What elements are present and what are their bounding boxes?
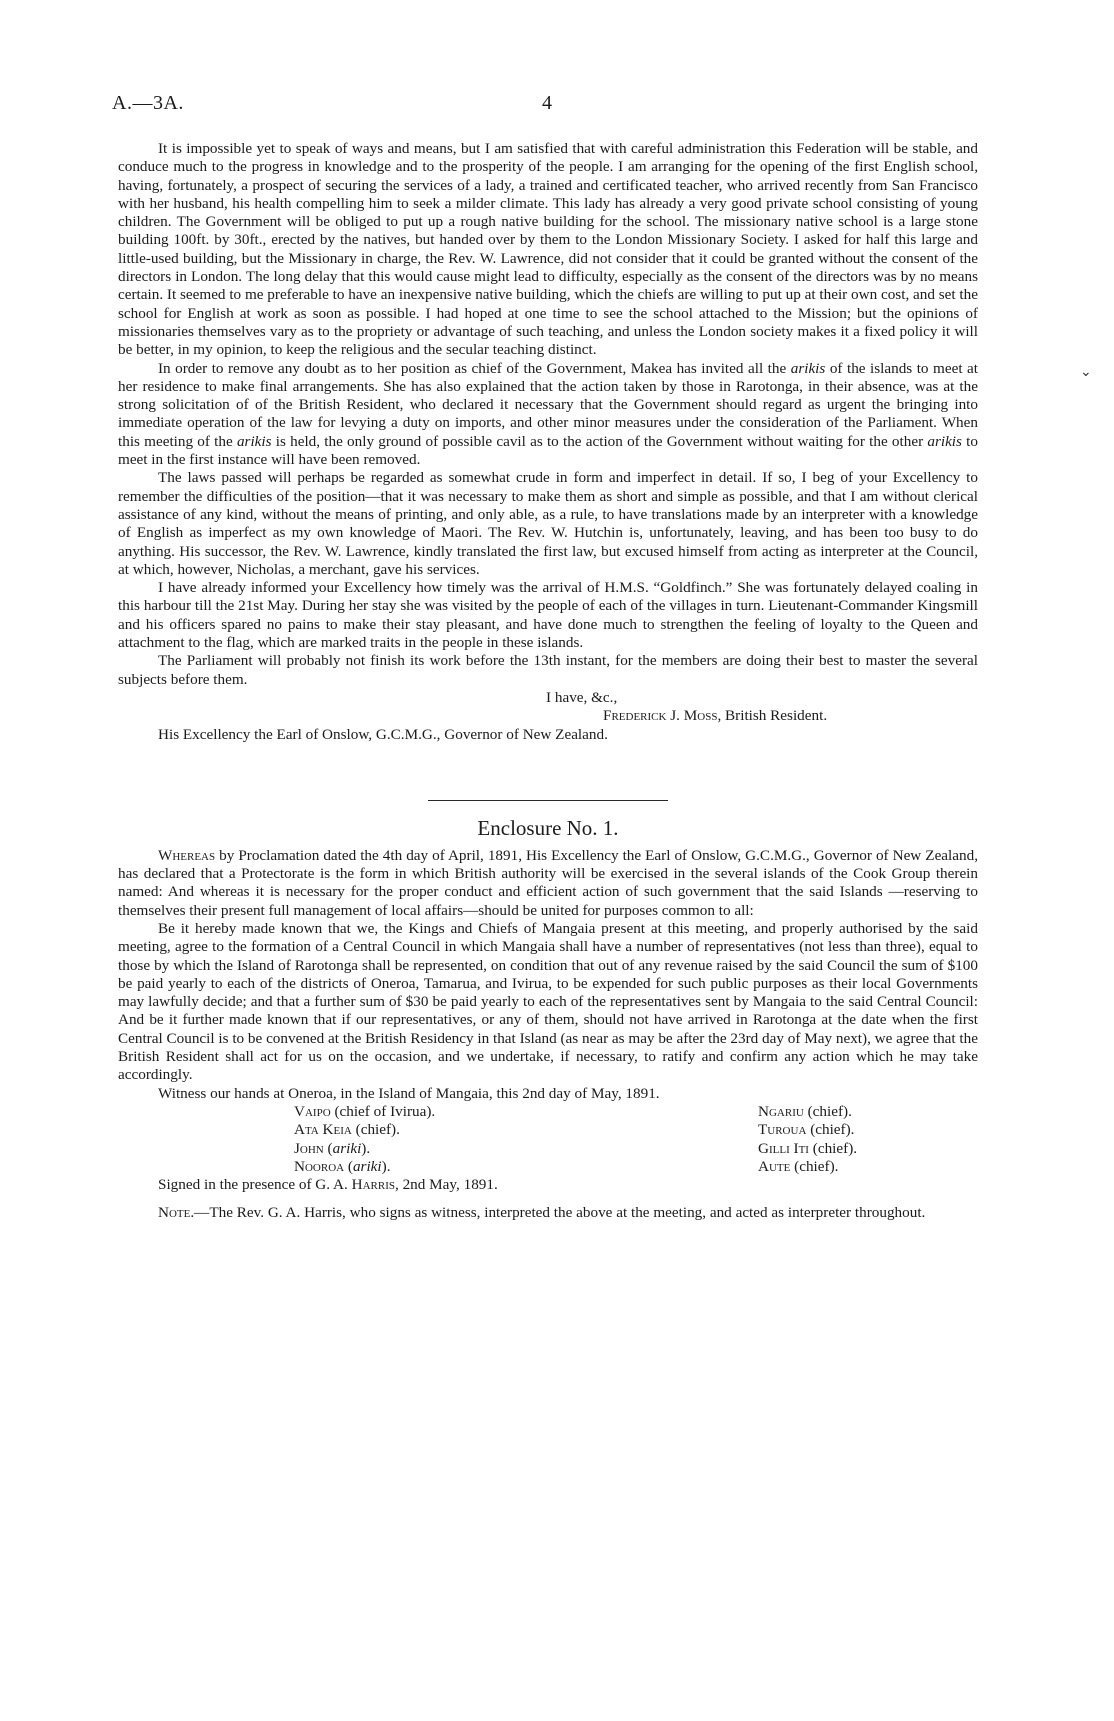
letter-closing — [118, 689, 978, 726]
letter-paragraph-3: The laws passed will perhaps be regarded as somewhat crude in form and imperfect in detail. If so, I beg of your Excellency to remember the difficulties of the position—that it was necessary to make them as short and simple as possible, and that I am without clerical assistance of any kind, without the means of printing, and only able, as a rule, to have translations made by an interpreter with a knowledge of English as imperfect as my own knowledge of Maori. The Rev. W. Hutchin is, unfortunately, leaving, and has been too busy to do anything. His successor, the Rev. W. Lawrence, kindly translated the first law, but excused himself from acting as interpreter at the Council, at which, however, Nicholas, a merchant, gave his services. — [118, 469, 978, 578]
signatory-row: John (ariki). Gilli Iti (chief). — [294, 1139, 858, 1157]
signatory-name: Frederick J. Moss — [603, 707, 718, 725]
signatories-table — [118, 1103, 978, 1176]
enclosure-paragraph-1: Whereas by Proclamation dated the 4th day of April, 1891, His Excellency the Earl of Onslow, G.C.M.G., Governor of New Zealand, has declared that a Protectorate is the form in which British authority will be exercised in the several islands of the Cook Group therein named: And whereas it is necessary for the proper conduct and efficient action of such government that the said Islands —reserving to themselves their present full management of local affairs—should be united for purposes common to all: — [118, 846, 978, 919]
signatory-row: Nooroa (ariki). Aute (chief). — [294, 1157, 839, 1175]
signature — [118, 707, 978, 725]
letter-paragraph-5: The Parliament will probably not finish its work before the 13th instant, for the members are doing their best to master the several subjects before them. — [118, 652, 978, 688]
document-body — [118, 140, 978, 1223]
note-paragraph: Note.—The Rev. G. A. Harris, who signs as witness, interpreted the above at the meeting, and acted as interpreter throughout. — [158, 1204, 926, 1222]
letter-paragraph-4: I have already informed your Excellency how timely was the arrival of H.M.S. “Goldfinch.” She was fortunately delayed coaling in this harbour till the 21st May. During her stay she was visited by the people of each of the villages in turn. Lieutenant-Commander Kingsmill and his officers spared no pains to make their stay pleasant, and have done much to strengthen the feeling of loyalty to the Queen and attachment to the flag, which are marked traits in the people in these islands. — [118, 579, 978, 652]
page-header — [112, 92, 994, 118]
letter-paragraph-2: In order to remove any doubt as to her position as chief of the Government, Makea has invited all the arikis of the islands to meet at her residence to make final arrangements. She has also explained that the action taken by those in Rarotonga, in their absence, was at the strong solicitation of of the British Resident, who declared it necessary that the Government should regard as urgent the bringing into immediate operation of the law for levying a duty on imports, and other minor measures under the consideration of the Parliament. When this meeting of the arikis is held, the only ground of possible cavil as to the action of the Government without waiting for the other arikis to meet in the first instance will have been removed. — [118, 359, 978, 469]
signatory-row: Ata Keia (chief). Turoua (chief). — [294, 1121, 855, 1139]
enclosure-paragraph-2: Be it hereby made known that we, the Kings and Chiefs of Mangaia present at this meeting, and properly authorised by the said meeting, agree to the formation of a Central Council in which Mangaia shall have a number of representatives (not less than three), equal to those by which the Island of Rarotonga shall be represented, on condition that out of any revenue raised by the said Council the sum of $100 be paid yearly to each of the districts of Oneroa, Tamarua, and Ivirua, to be expended for such public purposes as their local Governments may lawfully decide; and that a further sum of $30 be paid yearly to each of the representatives sent by Mangaia to the said Central Council: And be it further made known that if our representatives, or any of them, should not have arrived in Rarotonga at the date when the first Central Council is to be convened at the British Residency in that Island (as near as may be after the 23rd day of May next), we agree that the British Resident shall act for us on the occasion, and we undertake, if necessary, to ratify and confirm any action which he may take accordingly. — [118, 919, 978, 1084]
signed-presence-line: Signed in the presence of G. A. Harris, 2nd May, 1891. — [158, 1176, 498, 1194]
witness-line: Witness our hands at Oneroa, in the Island of Mangaia, this 2nd day of May, 1891. — [158, 1084, 660, 1102]
page-number: 4 — [542, 92, 552, 114]
enclosure-heading: Enclosure No. 1. — [477, 815, 619, 840]
document-reference: A.—3A. — [112, 92, 184, 114]
closing-line: I have, &c., — [546, 688, 618, 706]
letter-paragraph-1: It is impossible yet to speak of ways and means, but I am satisfied that with careful administration this Federation will be stable, and conduce much to the progress in knowledge and to the prosperity of the people. I am arranging for the opening of the first English school, having, fortunately, a prospect of securing the services of a lady, a trained and certificated teacher, who arrived recently from San Francisco with her husband, his health compelling him to seek a milder climate. This lady has already a very good private school consisting of young children. The Government will be obliged to put up a rough native building for the school. The missionary native school is a large stone building 100ft. by 30ft., erected by the natives, but handed over by them to the London Missionary Society. I asked for half this large and little-used building, but the Missionary in charge, the Rev. W. Lawrence, did not consider that it could be granted without the consent of the directors in London. The long delay that this would cause might lead to difficulty, especially as the consent of the directors was by no means certain. It seemed to me preferable to have an inexpensive native building, which the chiefs are willing to put up at their own cost, and set the school for English at work as soon as possible. I had hoped at one time to see the school attached to the Mission; but the opinions of missionaries themselves vary as to the propriety or advantage of such teaching, and unless the London society makes it a fixed policy it will be better, in my opinion, to keep the religious and the secular teaching distinct. — [118, 140, 978, 359]
section-divider — [428, 800, 668, 801]
margin-mark: ⌄ — [1080, 365, 1092, 380]
signatory-row: Vaipo (chief of Ivirua). Ngariu (chief). — [294, 1102, 852, 1120]
addressee: His Excellency the Earl of Onslow, G.C.M.G., Governor of New Zealand. — [158, 725, 608, 743]
signatory-title: , British Resident. — [717, 707, 828, 725]
